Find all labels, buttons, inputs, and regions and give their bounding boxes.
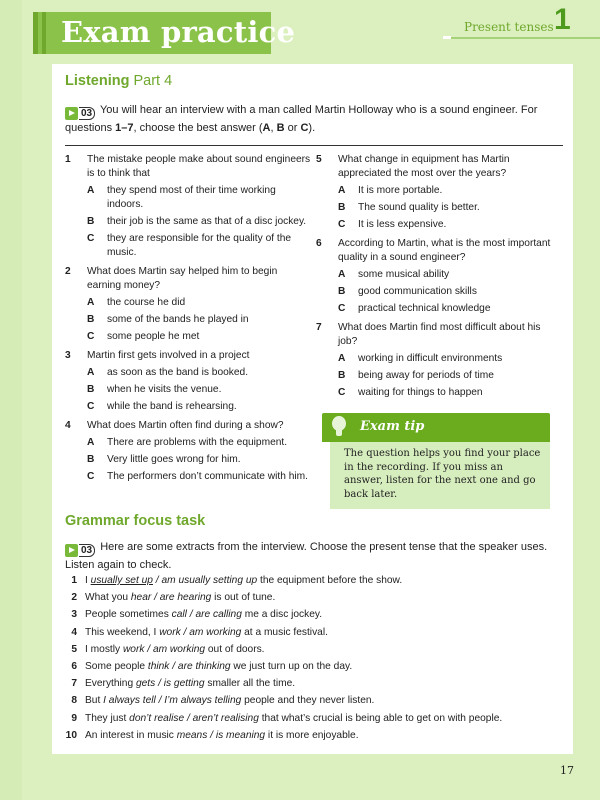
separator: or [284,122,301,134]
option-text: working in difficult environments [358,353,503,364]
item-number: 2 [71,592,77,604]
option-text: while the band is rehearsing. [107,401,237,412]
item-number: 10 [65,729,77,741]
grammar-item-2 [65,589,502,606]
tense-choice[interactable]: is getting [163,678,205,690]
instruction-text: You will hear an interview with a man called Martin Holloway who is a sound engineer. For questions [65,104,538,134]
item-number: 1 [71,575,77,586]
option-text: waiting for things to happen [358,387,483,398]
separator: , [270,122,277,134]
option-letter: C [87,233,95,244]
option-letter: A [338,353,346,364]
tense-choice[interactable]: gets [135,678,156,690]
choice-separator: / [152,575,162,586]
banner-stripe [33,12,38,54]
unit-label: Present tenses [464,20,554,34]
option-text: The performers don’t communicate with him. [107,471,308,482]
tense-choice[interactable]: work [122,643,145,655]
audio-track-button[interactable] [65,106,95,121]
answer-option-b[interactable] [87,453,311,467]
banner-stripe [42,12,46,54]
instruction-text: Here are some extracts from the interview. Choose the present tense that the speaker uses. Listen again to check. [65,541,548,571]
exam-tip-body: The question helps you find your place in the recording. If you miss an answer, listen for the next one and go back later. [330,442,550,509]
listening-title-main: Listening [65,73,130,89]
grammar-instructions [65,540,565,573]
option-text: practical technical knowledge [358,303,491,314]
sentence-text: This weekend, I [85,626,160,638]
option-letter: B [87,454,95,465]
option-text: some of the bands he played in [107,314,249,325]
track-number: 03 [79,544,95,557]
choice-separator: / [151,592,160,604]
option-letter: A [87,297,95,308]
tense-choice[interactable]: are hearing [159,592,212,604]
choice-separator: / [186,609,196,621]
answer-option-b[interactable] [338,201,556,215]
lightbulb-icon-base [336,430,342,436]
answer-option-b[interactable] [338,285,556,299]
tense-choice[interactable]: call [171,609,187,621]
answer-option-b[interactable] [87,383,311,397]
answer-option-a[interactable] [87,184,311,212]
option-letter: B [338,202,346,213]
choice-separator: / [144,643,153,655]
grammar-item-8 [65,692,502,709]
tense-choice[interactable]: aren’t realising [192,712,259,724]
option-text: when he visits the venue. [107,384,222,395]
sentence-text: Some people [85,661,148,673]
question-number: 4 [65,420,71,431]
grammar-item-3 [65,606,502,623]
exam-tip-title: Exam tip [360,419,425,434]
sentence-text: at a music festival. [241,626,328,638]
option-text: It is less expensive. [358,219,447,230]
answer-option-c[interactable] [87,232,311,260]
option-letter: C [87,331,95,342]
grammar-items [65,572,502,744]
sentence-text: I [85,575,91,586]
option-letter: A [87,437,95,448]
sentence-text: What you [85,592,131,604]
tense-choice[interactable]: am usually setting up [161,575,258,586]
option-letter: A [338,185,346,196]
option-letter: B [87,384,95,395]
tense-choice[interactable]: am working [189,626,242,638]
choice-separator: / [207,729,216,741]
page-number: 17 [560,764,574,777]
audio-track-button[interactable] [65,543,95,558]
tense-choice[interactable]: are thinking [177,661,231,673]
listening-title [65,73,172,89]
answer-option-a[interactable] [87,436,311,450]
option-letter: A [87,367,95,378]
option-text: Very little goes wrong for him. [107,454,241,465]
question-number: 6 [316,238,322,249]
choice-separator: / [155,695,165,707]
answer-option-a[interactable] [338,268,556,282]
question-5 [316,153,556,232]
sentence-text: I mostly [85,643,123,655]
instruction-text: ). [308,122,316,134]
option-text: they are responsible for the quality of the music. [107,233,292,258]
grammar-item-1 [65,572,502,589]
grammar-title: Grammar focus task [65,513,206,529]
option-text: their job is the same as that of a disc jockey. [107,216,307,227]
answer-option-c[interactable] [338,218,556,232]
option-letter: B [338,370,346,381]
answer-option-c[interactable] [338,302,556,316]
tense-choice[interactable]: I always tell [103,695,156,707]
option-letter: C [338,219,346,230]
exam-tip-box [322,413,550,509]
sentence-text: Everything [85,678,136,690]
grammar-item-5 [65,641,502,658]
option-letter: C [338,387,346,398]
sentence-text: it is more enjoyable. [265,729,359,741]
answer-option-a[interactable] [338,352,556,366]
question-stem: What does Martin say helped him to begin earning money? [87,266,278,291]
option-text: as soon as the band is booked. [107,367,249,378]
tense-choice[interactable]: usually set up [90,575,153,586]
item-number: 3 [71,609,77,621]
sentence-text: is out of tune. [211,592,276,604]
question-7 [316,321,556,400]
question-range: 1–7 [115,122,134,134]
questions-left-column [65,153,311,489]
answer-option-b[interactable] [87,313,311,327]
option-letter: C [338,303,346,314]
tense-choice[interactable]: am working [152,643,206,655]
answer-option-a[interactable] [87,366,311,380]
instruction-text: , choose the best answer ( [133,122,263,134]
track-number: 03 [79,107,95,120]
listening-title-part: Part 4 [129,73,173,89]
answer-option-c[interactable] [87,330,311,344]
sentence-text: An interest in music [85,729,177,741]
choice-separator: / [155,678,164,690]
content-panel [52,64,573,754]
sentence-text: But [85,695,104,707]
question-3 [65,349,311,414]
choice-separator: / [180,626,190,638]
option-letter: A [338,269,346,280]
item-number: 8 [71,695,77,707]
grammar-item-7 [65,675,502,692]
option-text: There are problems with the equipment. [107,437,288,448]
question-1 [65,153,311,260]
option-text: they spend most of their time working indoors. [107,185,276,210]
answer-option-c[interactable] [87,470,311,484]
question-2 [65,265,311,344]
answer-option-b[interactable] [87,215,311,229]
sentence-text: out of doors. [205,643,265,655]
tense-choice[interactable]: think [147,661,170,673]
tense-choice[interactable]: are calling [195,609,242,621]
page-margin [0,0,22,800]
question-number: 7 [316,322,322,333]
play-icon [65,544,78,557]
question-stem: What change in equipment has Martin appreciated the most over the years? [338,154,510,179]
grammar-item-10 [65,727,502,744]
tense-choice[interactable]: work [159,626,181,638]
option-letter: C [87,471,95,482]
question-stem: What does Martin find most difficult about his job? [338,322,541,347]
exam-practice-banner [33,12,296,54]
sentence-text: smaller all the time. [204,678,296,690]
sentence-text: that what’s crucial is being able to get on with people. [258,712,503,724]
option-letter: B [87,216,95,227]
tense-choice[interactable]: is meaning [215,729,266,741]
question-stem: Martin first gets involved in a project [87,350,250,361]
sentence-text: me a disc jockey. [241,609,323,621]
question-number: 2 [65,266,71,277]
unit-number: 1 [554,3,571,36]
sentence-text: people and they never listen. [241,695,375,707]
option-text: some people he met [107,331,200,342]
unit-rule [443,37,600,39]
option-letter: A [262,122,271,134]
option-text: good communication skills [358,286,477,297]
option-letter: B [87,314,95,325]
item-number: 4 [71,626,77,638]
option-letter: A [87,185,95,196]
question-6 [316,237,556,316]
choice-separator: / [169,661,178,673]
sentence-text: we just turn up on the day. [230,661,353,673]
option-text: The sound quality is better. [358,202,480,213]
tense-choice[interactable]: don’t realise [129,712,185,724]
question-stem: What does Martin often find during a show? [87,420,284,431]
answer-option-c[interactable] [87,400,311,414]
option-text: the course he did [107,297,186,308]
choice-separator: / [184,712,193,724]
tense-choice[interactable]: means [176,729,208,741]
play-icon [65,107,78,120]
question-4 [65,419,311,484]
option-letter: C [300,122,309,134]
question-stem: The mistake people make about sound engineers is to think that [87,154,311,179]
grammar-item-6 [65,658,502,675]
answer-option-b[interactable] [338,369,556,383]
option-text: some musical ability [358,269,450,280]
grammar-item-4 [65,624,502,641]
question-number: 5 [316,154,322,165]
listening-instructions [65,103,565,136]
question-number: 3 [65,350,71,361]
lightbulb-icon [332,416,346,431]
sentence-text: They just [85,712,130,724]
answer-option-c[interactable] [338,386,556,400]
sentence-text: People sometimes [85,609,172,621]
option-letter: C [87,401,95,412]
questions-right-column [316,153,556,405]
answer-option-a[interactable] [87,296,311,310]
item-number: 7 [71,678,77,690]
exam-tip-header [322,413,550,442]
option-letter: B [338,286,346,297]
item-number: 5 [71,643,77,655]
answer-option-a[interactable] [338,184,556,198]
option-text: It is more portable. [358,185,443,196]
question-stem: According to Martin, what is the most important quality in a sound engineer? [338,238,551,263]
option-text: being away for periods of time [358,370,494,381]
item-number: 9 [71,712,77,724]
sentence-text: the equipment before the show. [257,575,403,586]
divider [65,145,563,146]
item-number: 6 [71,661,77,673]
tense-choice[interactable]: I’m always telling [164,695,242,707]
grammar-item-9 [65,710,502,727]
question-number: 1 [65,154,71,165]
tense-choice[interactable]: hear [130,592,152,604]
option-letter: B [276,122,285,134]
page-title: Exam practice [61,15,296,49]
